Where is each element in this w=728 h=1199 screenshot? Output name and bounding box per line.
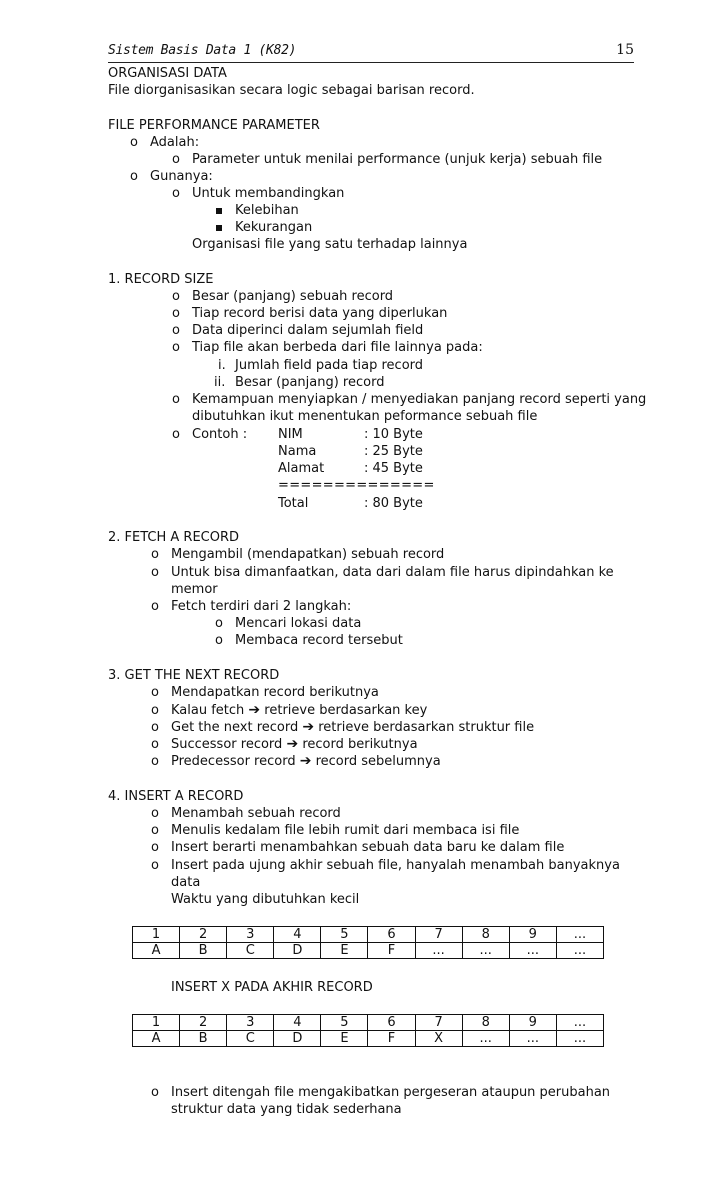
insert-item: Menambah sebuah record (171, 806, 341, 821)
fetch-item: Untuk bisa dimanfaatkan, data dari dalam file harus dipindahkan ke (171, 565, 614, 580)
table-row (133, 1031, 604, 1047)
table-cell: C (227, 943, 274, 959)
table-cell: 9 (509, 1015, 556, 1031)
square-bullet (216, 225, 222, 231)
circle-bullet: o (215, 616, 223, 631)
circle-bullet: o (215, 633, 223, 648)
table-cell: D (274, 943, 321, 959)
table-cell: ... (509, 943, 556, 959)
table-cell: 9 (509, 927, 556, 943)
insert-item-cont: struktur data yang tidak sederhana (171, 1102, 402, 1117)
circle-bullet: o (151, 703, 159, 718)
circle-bullet: o (172, 186, 180, 201)
table-cell: ... (556, 943, 603, 959)
table-cell: 5 (321, 1015, 368, 1031)
table-cell: E (321, 1031, 368, 1047)
intro-text: File diorganisasikan secara logic sebagai barisan record. (108, 83, 475, 98)
table-cell: C (227, 1031, 274, 1047)
next-item: Successor record ➔ record berikutnya (171, 736, 418, 752)
arrow-icon: ➔ (299, 753, 312, 769)
total-label: Total (278, 496, 309, 511)
gunanya-label: Gunanya: (150, 169, 213, 184)
insert-item: Insert berarti menambahkan sebuah data baru ke dalam file (171, 840, 565, 855)
insert-item: Menulis kedalam file lebih rumit dari membaca isi file (171, 823, 520, 838)
table-cell: ... (415, 943, 462, 959)
page-number: 15 (616, 42, 634, 58)
kemampuan-line-2: dibutuhkan ikut menentukan peformance sebuah file (192, 409, 538, 424)
table-cell: E (321, 943, 368, 959)
table-cell: A (133, 943, 180, 959)
record-size-item: Besar (panjang) sebuah record (192, 289, 394, 304)
page-header (108, 43, 634, 63)
table-cell: 4 (274, 927, 321, 943)
circle-bullet: o (172, 427, 180, 442)
table-cell: B (180, 943, 227, 959)
kemampuan-line-1: Kemampuan menyiapkan / menyediakan panjang record seperti yang (192, 392, 647, 407)
table-cell: F (368, 1031, 415, 1047)
table-cell: 1 (133, 927, 180, 943)
table-cell: ... (556, 1031, 603, 1047)
table-cell: ... (509, 1031, 556, 1047)
circle-bullet: o (172, 306, 180, 321)
arrow-icon: ➔ (302, 719, 315, 735)
circle-bullet: o (151, 858, 159, 873)
roman-item-jumlah: Jumlah field pada tiap record (235, 358, 424, 373)
field-name: Alamat (278, 461, 325, 476)
header-title: Sistem Basis Data 1 (K82) (108, 43, 297, 58)
table-cell: 1 (133, 1015, 180, 1031)
table-cell: 3 (227, 927, 274, 943)
table-cell: 3 (227, 1015, 274, 1031)
record-table-before (132, 926, 604, 959)
bullet-kelebihan: Kelebihan (235, 203, 299, 218)
circle-bullet: o (151, 823, 159, 838)
circle-bullet: o (130, 169, 138, 184)
record-size-item: Tiap file akan berbeda dari file lainnya pada: (192, 340, 483, 355)
waktu-text: Waktu yang dibutuhkan kecil (171, 892, 360, 907)
circle-bullet: o (172, 392, 180, 407)
next-item: Predecessor record ➔ record sebelumnya (171, 753, 441, 769)
circle-bullet: o (130, 135, 138, 150)
field-name: NIM (278, 427, 303, 442)
separator-line: ============== (278, 478, 435, 493)
table-row (133, 1015, 604, 1031)
section-title-fetch: 2. FETCH A RECORD (108, 530, 240, 545)
table-cell: ... (556, 1015, 603, 1031)
section-title-next: 3. GET THE NEXT RECORD (108, 668, 280, 683)
insert-item: Insert ditengah file mengakibatkan pergeseran ataupun perubahan (171, 1085, 611, 1100)
arrow-icon: ➔ (286, 736, 299, 752)
bullet-kekurangan: Kekurangan (235, 220, 313, 235)
record-table-after (132, 1014, 604, 1047)
table-cell: 7 (415, 927, 462, 943)
table-cell: A (133, 1031, 180, 1047)
table-cell: 2 (180, 1015, 227, 1031)
field-name: Nama (278, 444, 317, 459)
record-size-item: Data diperinci dalam sejumlah field (192, 323, 424, 338)
gunanya-item: Untuk membandingkan (192, 186, 345, 201)
circle-bullet: o (151, 720, 159, 735)
table-cell: B (180, 1031, 227, 1047)
circle-bullet: o (172, 323, 180, 338)
table-row (133, 927, 604, 943)
circle-bullet: o (151, 565, 159, 580)
adalah-label: Adalah: (150, 135, 200, 150)
table-cell: ... (556, 927, 603, 943)
circle-bullet: o (151, 840, 159, 855)
insert-caption: INSERT X PADA AKHIR RECORD (171, 980, 373, 995)
circle-bullet: o (172, 289, 180, 304)
table-cell: ... (462, 943, 509, 959)
circle-bullet: o (151, 737, 159, 752)
table-cell: X (415, 1031, 462, 1047)
circle-bullet: o (172, 152, 180, 167)
table-cell: D (274, 1031, 321, 1047)
circle-bullet: o (151, 806, 159, 821)
table-cell: ... (462, 1031, 509, 1047)
table-cell: F (368, 943, 415, 959)
table-cell: 8 (462, 1015, 509, 1031)
table-cell: 4 (274, 1015, 321, 1031)
square-bullet (216, 208, 222, 214)
fetch-item: Mengambil (mendapatkan) sebuah record (171, 547, 445, 562)
roman-numeral: ii. (214, 375, 226, 390)
fetch-item: Fetch terdiri dari 2 langkah: (171, 599, 352, 614)
roman-item-besar: Besar (panjang) record (235, 375, 385, 390)
arrow-icon: ➔ (248, 702, 261, 718)
table-cell: 7 (415, 1015, 462, 1031)
adalah-item: Parameter untuk menilai performance (unjuk kerja) sebuah file (192, 152, 603, 167)
contoh-label: Contoh : (192, 427, 248, 442)
field-size: : 10 Byte (364, 427, 423, 442)
field-size: : 25 Byte (364, 444, 423, 459)
circle-bullet: o (172, 340, 180, 355)
circle-bullet: o (151, 547, 159, 562)
table-cell: 8 (462, 927, 509, 943)
fetch-item-cont: memor (171, 582, 218, 597)
table-cell: 6 (368, 927, 415, 943)
circle-bullet: o (151, 685, 159, 700)
insert-item-cont: data (171, 875, 201, 890)
table-cell: 2 (180, 927, 227, 943)
section-title-record-size: 1. RECORD SIZE (108, 272, 214, 287)
circle-bullet: o (151, 599, 159, 614)
section-title-insert: 4. INSERT A RECORD (108, 789, 244, 804)
fetch-sub-item: Membaca record tersebut (235, 633, 403, 648)
insert-item: Insert pada ujung akhir sebuah file, hanyalah menambah banyaknya (171, 858, 620, 873)
section-title-performance: FILE PERFORMANCE PARAMETER (108, 118, 320, 133)
performance-tail: Organisasi file yang satu terhadap lainnya (192, 237, 468, 252)
record-size-item: Tiap record berisi data yang diperlukan (192, 306, 448, 321)
next-item: Kalau fetch ➔ retrieve berdasarkan key (171, 702, 428, 718)
section-title-organisasi: ORGANISASI DATA (108, 66, 227, 81)
field-size: : 45 Byte (364, 461, 423, 476)
circle-bullet: o (151, 754, 159, 769)
roman-numeral: i. (218, 358, 226, 373)
table-cell: 6 (368, 1015, 415, 1031)
fetch-sub-item: Mencari lokasi data (235, 616, 362, 631)
total-value: : 80 Byte (364, 496, 423, 511)
next-item: Mendapatkan record berikutnya (171, 685, 379, 700)
circle-bullet: o (151, 1085, 159, 1100)
next-item: Get the next record ➔ retrieve berdasarkan struktur file (171, 719, 535, 735)
table-row (133, 943, 604, 959)
table-cell: 5 (321, 927, 368, 943)
